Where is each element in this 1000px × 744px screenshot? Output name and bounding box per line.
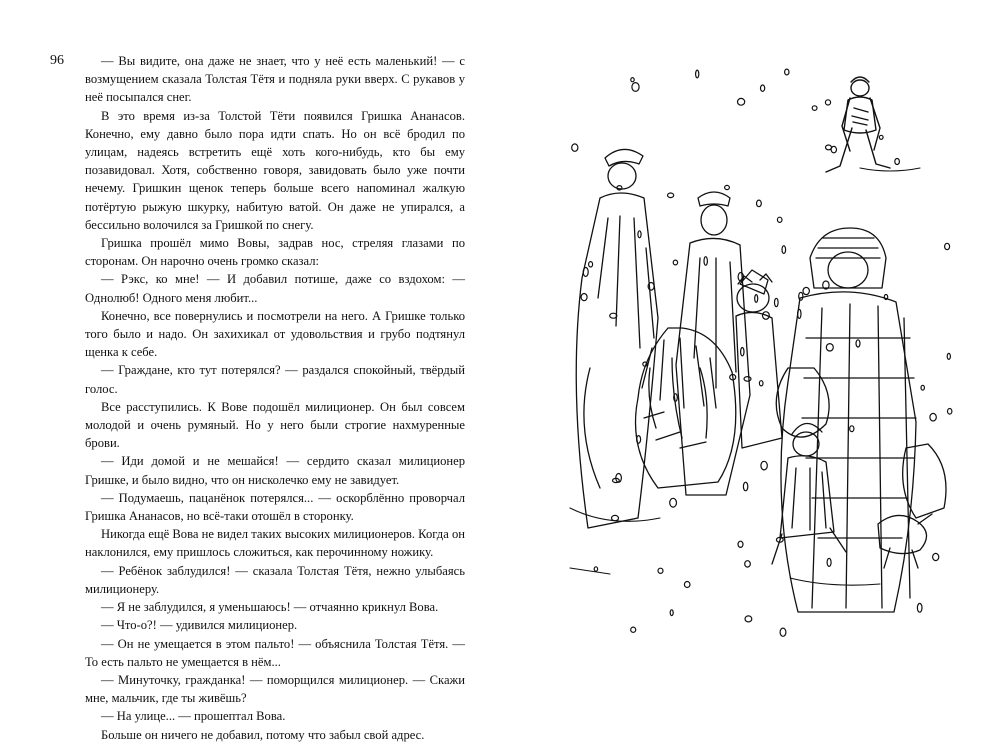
paragraph: — Ребёнок заблудился! — сказала Толстая Тётя, нежно улыбаясь милиционеру. [85,563,465,596]
snowflake [825,100,830,105]
snowflake [670,610,673,616]
snowflake [638,231,641,238]
paragraph: — Вы видите, она даже не знает, что у неё есть маленький! — с возмущением сказала Толстая Тётя и подняла руки вверх. С рукавов у неё посыпался снег. [85,54,465,105]
snowflake [856,340,860,347]
snowflake [631,78,634,82]
snowflake [594,567,597,571]
snowflake [581,294,587,301]
snowflake [741,348,744,356]
snowflake [933,553,939,560]
paragraph: — Иди домой и не мешайся! — сердито сказал милиционер Гришке, и было видно, что он нисколечко ему не завидует. [85,454,465,487]
snowflake [755,295,758,303]
illustration-snow-scene [560,48,970,658]
snowflake [782,246,786,254]
snowflake [673,260,677,265]
snowflake [827,558,831,566]
snowflake [917,603,922,612]
snowflake [670,498,677,507]
paragraph: Гришка прошёл мимо Вовы, задрав нос, стреляя глазами по сторонам. Он нарочно очень громко сказал: [85,236,465,269]
paragraph: — Минуточку, гражданка! — поморщился милиционер. — Скажи мне, мальчик, где ты живёшь? [85,672,465,706]
snowflake [921,385,924,390]
snowflake [658,568,663,573]
paragraph: — Я не заблудился, я уменьшаюсь! — отчаянно крикнул Вова. [101,600,439,615]
snowflake [945,243,950,249]
snowflake [757,200,762,207]
snowflake [879,135,883,139]
snowflake [745,561,751,567]
snowflake [803,287,809,294]
paragraph: — Рэкс, ко мне! — И добавил потише, даже со вздохом: — Однолюб! Одного меня любит... [85,272,465,305]
snowflake [632,83,639,92]
snowflake [743,482,747,491]
snowflake [761,85,765,91]
snowflake [775,298,779,306]
story-text [85,52,465,744]
paragraph: — Подумаешь, пацанёнок потерялся... — оскорблённо проворчал Гришка Ананасов, но всё-таки отошёл в сторонку. [85,490,465,524]
snowflake [725,185,730,189]
paragraph: — Что-о?! — удивился милиционер. [101,618,298,633]
snowflake [738,541,743,547]
paragraph: Все расступились. К Вове подошёл милиционер. Он был совсем молодой и очень румяный. Но у него были строгие нахмуренные брови. [85,399,465,451]
snowflake [850,426,854,432]
snowflake [948,409,952,415]
snowflake [780,628,786,636]
paragraph: В это время из-за Толстой Тёти появился Гришка Ананасов. Конечно, ему давно было пора идти спать. Но он всё бродил по улицам, надеясь встретить ещё хоть кого-нибудь, кто бы ему позавидовал. Хотя, собственно говоря, завидовать было уже почти нечему. Гришкин щенок теперь больше всего напоминал жалкую потёртую рыжую шкурку, набитую ватой. Он даже не упирался, а бессильно волочился за Гришкой по снегу. [85,108,465,232]
snowflake [761,461,767,470]
paragraph: — Граждане, кто тут потерялся? — раздался спокойный, твёрдый голос. [85,363,465,396]
snowflake [704,257,707,266]
snowflake [684,582,690,588]
snowflake [745,616,752,622]
boy-walking-figure [826,77,890,172]
snowflake [631,627,636,632]
snowflake [785,69,789,75]
snowflake [738,98,745,105]
paragraph: — На улице... — прошептал Вова. [101,709,286,724]
snowflake [744,377,751,382]
snowflake [572,144,578,151]
paragraph: Больше он ничего не добавил, потому что забыл свой адрес. [101,727,425,742]
snowflake [826,344,833,351]
snowflake [812,106,817,111]
snowflake [696,70,699,78]
paragraph: Никогда ещё Вова не видел таких высоких милиционеров. Когда он наклонился, ему пришлось сложиться, как перочинному ножику. [85,527,465,560]
page-number: 96 [50,53,64,68]
snowflake [759,381,763,386]
snowflake [930,413,936,421]
snowflake [947,353,950,359]
snowflake [895,159,900,165]
snowflake [777,217,782,222]
snowflakes [572,69,952,636]
paragraph: Конечно, все повернулись и посмотрели на него. А Гришке только того было и надо. Он захихикал от удовольствия и грубо подтянул щенка к себе. [85,308,465,360]
paragraph: — Он не умещается в этом пальто! — объяснила Толстая Тётя. — То есть пальто не умещается в нём... [85,636,465,669]
snowflake [668,193,674,198]
snowflake [589,262,593,267]
snowflake [826,145,832,150]
